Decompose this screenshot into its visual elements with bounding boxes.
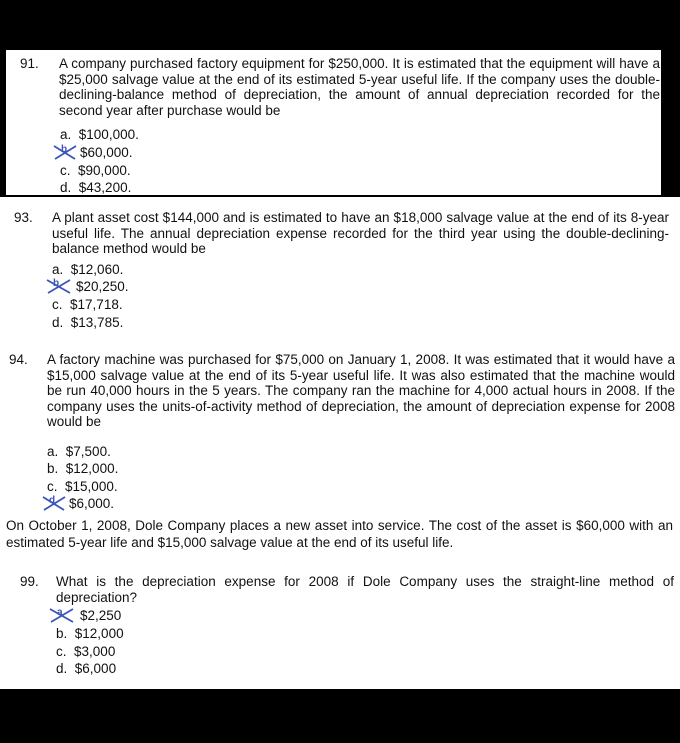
dole-company-intro: On October 1, 2008, Dole Company places a new asset into service. The cost of the asset is $60,000 with an estimated 5-year life and $15,000 salvage value at the end of its useful life. [6,518,673,550]
question-91-number: 91. [20,56,39,71]
question-94-text: A factory machine was purchased for $75,000 on January 1, 2008. It was estimated that it would have a $15,000 salvage value at the end of its 5-year useful life. It was also estimated that the machine would be run 40,000 hours in the 5 years. The company ran the machine for 4,000 actual hours in 2008. If the company uses the units-of-activity method of depreciation, the amount of depreciation expense for 2008 would be [47,352,675,430]
q94-option-a: a. $7,500. [47,444,111,459]
q93-option-a: a. $12,060. [52,262,124,277]
question-94-number: 94. [9,352,28,367]
q94-option-d: $6,000. [69,496,115,511]
q93-selected-mark: b [45,277,73,295]
q99-option-c: c. $3,000 [56,644,116,659]
q91-option-b: $60,000. [80,145,133,160]
question-91-text: A company purchased factory equipment for $250,000. It is estimated that the equipment will have a $25,000 salvage value at the end of its estimated 5-year useful life. If the company uses the double-declining-balance method of depreciation, the amount of annual depreciation recorded for the second year after purchase would be [59,56,660,118]
q99-option-a: $2,250 [80,608,122,623]
q99-option-b: b. $12,000 [56,626,124,641]
q94-option-b: b. $12,000. [47,461,119,476]
q91-option-c: c. $90,000. [60,163,131,178]
question-99-number: 99. [20,574,39,589]
question-93-text: A plant asset cost $144,000 and is estimated to have an $18,000 salvage value at the end of its 8-year useful life. The annual depreciation expense recorded for the third year using the double-declining-balance method would be [52,210,669,257]
q93-option-b: $20,250. [76,279,129,294]
q93-option-c: c. $17,718. [52,297,123,312]
question-99-text: What is the depreciation expense for 2008 if Dole Company uses the straight-line method of depreciation? [56,574,674,605]
q93-option-d: d. $13,785. [52,315,124,330]
q99-selected-mark: a [48,606,76,624]
q91-selected-mark: b [52,143,78,161]
q94-selected-mark: d [41,494,67,512]
question-93-number: 93. [14,210,33,225]
q91-option-a: a. $100,000. [60,127,139,142]
q94-option-c: c. $15,000. [47,479,118,494]
q99-option-d: d. $6,000 [56,661,117,676]
q91-option-d: d. $43,200. [60,180,132,195]
